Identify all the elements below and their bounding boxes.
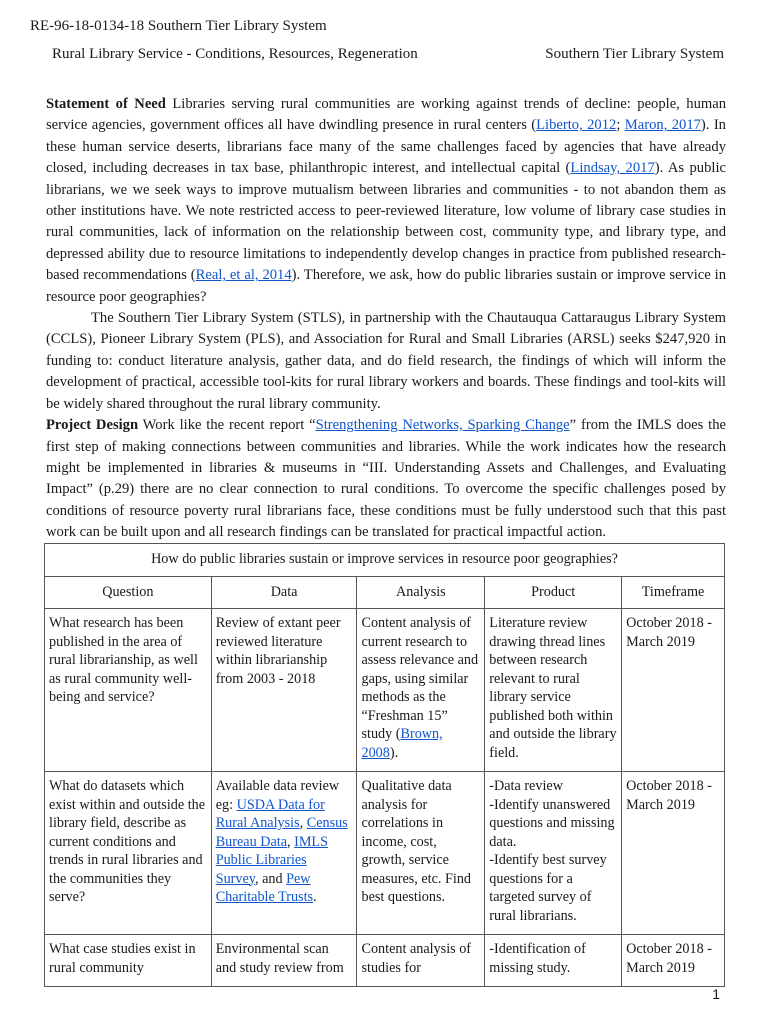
document-id: RE-96-18-0134-18 Southern Tier Library System bbox=[30, 18, 327, 34]
citation-link-lindsay[interactable]: Lindsay, 2017 bbox=[570, 160, 655, 177]
analysis-cell: Qualitative data analysis for correlations in income, cost, growth, service measures, etc. Find best questions. bbox=[357, 772, 485, 935]
col-header-product: Product bbox=[485, 576, 622, 609]
link-pew-trusts[interactable]: Pew Charitable Trusts bbox=[215, 870, 314, 905]
col-header-data: Data bbox=[211, 576, 357, 609]
data-cell: Review of extant peer reviewed literature within librarianship from 2003 - 2018 bbox=[211, 609, 357, 772]
table-row bbox=[45, 609, 725, 772]
question-cell: What do datasets which exist within and outside the library field, describe as current conditions and trends in rural libraries and the communities they serve? bbox=[45, 772, 212, 935]
link-census-data[interactable]: Census Bureau Data bbox=[215, 815, 348, 850]
question-cell: What case studies exist in rural community bbox=[45, 935, 212, 987]
col-header-analysis: Analysis bbox=[357, 576, 485, 609]
table-title: How do public libraries sustain or improve services in resource poor geographies? bbox=[45, 544, 725, 577]
question-cell: What research has been published in the area of rural librarianship, as well as rural community well-being and service? bbox=[45, 609, 212, 772]
research-design-table bbox=[44, 543, 725, 987]
link-usda-data[interactable]: USDA Data for Rural Analysis bbox=[215, 796, 325, 831]
analysis-cell: Content analysis of studies for bbox=[357, 935, 485, 987]
citation-link-real[interactable]: Real, et al, 2014 bbox=[195, 267, 292, 284]
funding-paragraph: The Southern Tier Library System (STLS), in partnership with the Chautauqua Cattaraugus Library System (CCLS), Pioneer Library System (PLS), and Association for Rural and Small Libraries (ARSL) seeks $247,920 in funding to: conduct literature analysis, gather data, and do field research, the findings of which will inform the development of practical, accessible tool-kits for rural library workers and boards. These findings and tool-kits will be widely shared throughout the rural library community. bbox=[46, 310, 726, 412]
page-number: 1 bbox=[712, 986, 720, 1002]
table-row bbox=[45, 772, 725, 935]
statement-of-need-label: Statement of Need bbox=[46, 96, 166, 112]
col-header-timeframe: Timeframe bbox=[622, 576, 725, 609]
timeframe-cell: October 2018 - March 2019 bbox=[622, 772, 725, 935]
data-cell: Environmental scan and study review from bbox=[211, 935, 357, 987]
data-cell: Available data review eg: USDA Data for Rural Analysis, Census Bureau Data, IMLS Public Libraries Survey, and Pew Charitable Trusts. bbox=[211, 772, 357, 935]
citation-link-liberto[interactable]: Liberto, 2012 bbox=[536, 117, 617, 134]
project-design-label: Project Design bbox=[46, 417, 139, 434]
project-design-paragraph: Project Design Work like the recent report “Strengthening Networks, Sparking Change” from the IMLS does the first step of making connections between communities and libraries. While the work indicates how the research might be implemented in libraries & museums in “III. Understanding Assets and Challenges, and Evaluating Impact” (p.29) there are no clear connection to rural conditions. To overcome the specific challenges posed by conditions of resource poverty rural librarians face, these conditions must be fully understood such that this past work can be built upon and all research findings can be translated for practical impactful action. bbox=[46, 417, 726, 541]
running-header-title: Rural Library Service - Conditions, Resources, Regeneration bbox=[52, 46, 418, 62]
product-cell: -Identification of missing study. bbox=[485, 935, 622, 987]
product-cell: -Data review -Identify unanswered questions and missing data. -Identify best survey questions for a targeted survey of rural librarians. bbox=[485, 772, 622, 935]
statement-of-need-paragraph: Statement of Need Libraries serving rural communities are working against trends of decline: people, human service agencies, government offices all have dwindling presence in rural centers (Liberto, 2012; Maron, 2017). In these human service deserts, librarians face many of the same challenges faced by agencies that have already closed, including decreases in tax base, philanthropic interest, and intellectual capital (Lindsay, 2017). As public librarians, we we seek ways to improve mutualism between libraries and communities - to not abandon them as other institutions have. We note restricted access to peer-reviewed literature, low volume of library case studies in rural communities, lack of information on the relationship between cost, community type, and library type, and depressed ability due to resource limitations to independently develop changes in practice from published research-based recommendations (Real, et al, 2014). Therefore, we ask, how do public libraries sustain or improve service in resource poor geographies? bbox=[46, 96, 726, 305]
narrative-body bbox=[46, 94, 726, 544]
report-link-strengthening-networks[interactable]: Strengthening Networks, Sparking Change bbox=[315, 417, 570, 434]
col-header-question: Question bbox=[45, 576, 212, 609]
running-header-org: Southern Tier Library System bbox=[545, 46, 724, 62]
link-imls-survey[interactable]: IMLS Public Libraries Survey bbox=[215, 833, 328, 887]
analysis-cell: Content analysis of current research to assess relevance and gaps, using similar methods as the “Freshman 15” study (Brown, 2008). bbox=[357, 609, 485, 772]
timeframe-cell: October 2018 - March 2019 bbox=[622, 935, 725, 987]
citation-link-maron[interactable]: Maron, 2017 bbox=[624, 117, 701, 134]
table-row bbox=[45, 935, 725, 987]
citation-link-brown[interactable]: Brown, 2008 bbox=[361, 726, 443, 761]
timeframe-cell: October 2018 - March 2019 bbox=[622, 609, 725, 772]
product-cell: Literature review drawing thread lines between research relevant to rural library service published both within and outside the library field. bbox=[485, 609, 622, 772]
